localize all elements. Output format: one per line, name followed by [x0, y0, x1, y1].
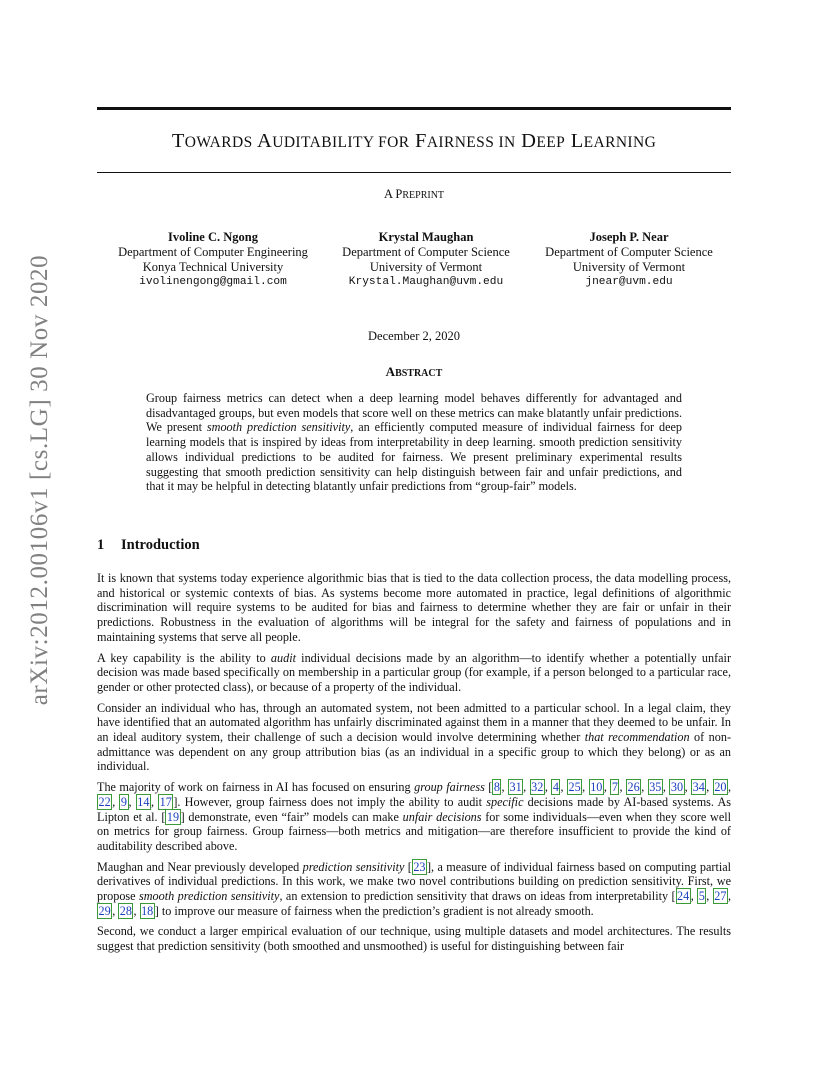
citation-link[interactable]: 34 — [692, 780, 705, 795]
section-heading-introduction — [97, 537, 200, 554]
author-department: Department of Computer Science — [545, 245, 713, 259]
citation-link[interactable]: 30 — [670, 780, 684, 795]
abstract-text: Group fairness metrics can detect when a deep learning model behaves differently for advantaged and disadvantaged groups, but even models that score well on these metrics can make blatantly unfair predictions. We present smooth prediction sensitivity, an efficiently computed measure of individual fairness for deep learning models that is inspired by ideas from interpretability in deep learning. smooth prediction sensitivity allows individual predictions to be audited for fairness. We present preliminary experimental results suggesting that smooth prediction sensitivity can help distinguish between fair and unfair predictions, and that it may be helpful in detecting blatantly unfair predictions from “group-fair” models. — [146, 391, 683, 494]
citation-link[interactable]: 28 — [119, 903, 132, 918]
paragraph-1: It is known that systems today experience algorithmic bias that is tied to the data collection process, the data modelling process, and historical or systemic contexts of bias. As systems become more automated in practice, legal definitions of algorithmic discrimination will require systems to be audited for bias and fairness to determine whether they are fair or unfair in their predictions. Robustness in the evaluation of algorithms will be integral for the safety and fairness of populations and in maintaining systems that serve all people. — [97, 571, 731, 644]
citation-link[interactable]: 23 — [413, 859, 426, 874]
author-name: Ivoline C. Ngong — [168, 230, 258, 244]
introduction-body — [97, 571, 731, 960]
author-name: Joseph P. Near — [589, 230, 669, 244]
author-department: Department of Computer Engineering — [118, 245, 308, 259]
citation-link[interactable]: 10 — [590, 780, 603, 795]
citation-link[interactable]: 5 — [698, 889, 705, 904]
citation-link[interactable]: 14 — [137, 794, 150, 809]
paragraph-2: A key capability is the ability to audit individual decisions made by an algorithm—to identify whether a potentially unfair decision was made based specifically on membership in a particular group (for example, if a person belonged to a particular race, gender or other protected class), or because of a property of the individual. — [97, 650, 732, 694]
citation-link[interactable]: 9 — [120, 794, 128, 809]
paragraph-3: Consider an individual who has, through an automated system, not been admitted to a particular school. In a legal claim, they have identified that an automated algorithm has unfairly discriminated against them in a manner that they deemed to be unfair. In an ideal auditory system, their challenge of such a decision would involve determining whether that recommendation of non-admittance was dependent on any group attribution bias (as an individual in a specific group to which they belong) or as an individual. — [97, 700, 732, 774]
citation-group: 8 , 31 , 32 , 4 , 25 , 10 , 7 , 26 , 35 , 30 , 34 , 20 , 22 , 9 , 14 , 17 — [98, 780, 732, 809]
abstract-heading: ABSTRACT — [385, 364, 443, 379]
citation-link[interactable]: 8 — [493, 780, 500, 795]
citation-link[interactable]: 24 — [677, 889, 690, 904]
section-number: 1 — [97, 537, 105, 553]
author-affiliation: University of Vermont — [369, 260, 483, 274]
citation-link[interactable]: 7 — [611, 780, 618, 795]
author-affiliation: Konya Technical University — [142, 260, 284, 274]
arxiv-stamp: arXiv:2012.00106v1 [cs.LG] 30 Nov 2020 — [26, 254, 53, 706]
author-email: jnear@uvm.edu — [585, 276, 673, 288]
author-email: Krystal.Maughan@uvm.edu — [348, 276, 504, 288]
citation-link[interactable]: 27 — [714, 889, 727, 904]
paragraph-6: Second, we conduct a larger empirical evaluation of our technique, using multiple datasets and model architectures. The results suggest that prediction sensitivity (both smoothed and unsmoothed) is useful for distinguishing between fair — [97, 924, 731, 954]
paragraph-4: The majority of work on fairness in AI has focused on ensuring group fairness [ 8 , 31 , 32 , 4 , 25 , 10 , 7 , 26 , 35 , 30 , 34 , 20 , 22 , 9 , 14 , 17 ]. However, group fairness does not imply the ability to audit specific decisions made by AI-based systems. As Lipton et al. [ 19 ] demonstrate, even “fair” models can make unfair decisions for some individuals—even when they score well on metrics for group fairness. Group fairness—both metrics and mitigation—are therefore insufficient to provide the kind of auditability described above. — [97, 780, 732, 853]
paragraph-5: Maughan and Near previously developed prediction sensitivity [ 23 ], a measure of individual fairness based on computing partial derivatives of individual predictions. In this work, we make two novel contributions building on prediction sensitivity. First, we propose smooth prediction sensitivity, an extension to prediction sensitivity that draws on ideas from interpretability [ 24 , 5 , 27 , 29 , 28 , 18 ] to improve our measure of fairness when the prediction’s gradient is not already smooth. — [97, 859, 732, 918]
section-title: Introduction — [121, 537, 200, 553]
citation-group: 24 , 5 , 27 , 29 , 28 , 18 — [98, 889, 731, 918]
citation-link[interactable]: 4 — [552, 780, 559, 795]
citation-link[interactable]: 19 — [166, 809, 180, 824]
paper-title: TOWARDS AUDITABILITY FOR FAIRNESS IN DEEP LEARNING — [171, 130, 657, 152]
citation-link[interactable]: 31 — [509, 780, 522, 795]
citation-link[interactable]: 29 — [98, 903, 111, 918]
title-rule-top — [97, 107, 731, 110]
paper-date: December 2, 2020 — [368, 329, 460, 343]
author-2 — [333, 230, 519, 290]
citation-link[interactable]: 22 — [98, 794, 111, 809]
author-department: Department of Computer Science — [342, 245, 510, 259]
preprint-label: A PREPRINT — [383, 187, 445, 201]
author-3 — [534, 230, 724, 290]
citation-link[interactable]: 20 — [714, 780, 727, 795]
title-rule-bottom — [97, 172, 731, 173]
author-affiliation: University of Vermont — [572, 260, 686, 274]
citation-link[interactable]: 26 — [627, 780, 640, 795]
citation-link[interactable]: 35 — [649, 780, 662, 795]
citation-link[interactable]: 25 — [568, 780, 581, 795]
citation-link[interactable]: 17 — [159, 794, 172, 809]
author-email: ivolinengong@gmail.com — [139, 276, 287, 288]
author-1 — [107, 230, 319, 290]
citation-link[interactable]: 32 — [531, 780, 544, 795]
citation-link[interactable]: 18 — [141, 903, 154, 918]
author-name: Krystal Maughan — [378, 230, 474, 244]
